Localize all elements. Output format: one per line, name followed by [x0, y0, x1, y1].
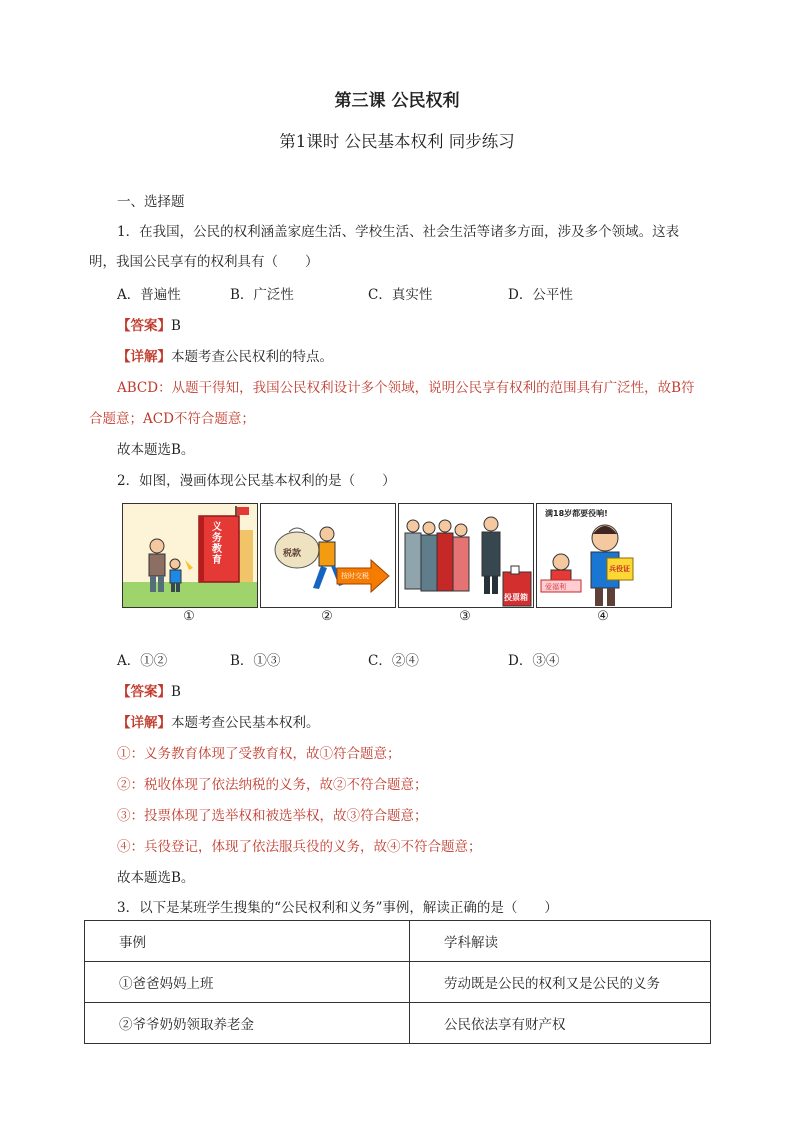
q3-stem: 3．以下是某班学生搜集的“公民权利和义务”事例，解读正确的是（ ）: [117, 900, 558, 916]
cartoon-military-service: [536, 503, 672, 608]
q2-option-d: D．③④: [508, 653, 560, 669]
q2-analysis-3: ③：投票体现了选举权和被选举权，故③符合题意；: [117, 808, 428, 824]
q1-answer-tag: 【答案】: [117, 318, 171, 334]
table-header-cell: 学科解读: [410, 921, 711, 962]
q2-conclusion: 故本题选B。: [117, 870, 195, 886]
military-sign-label: 爱福利: [545, 583, 566, 591]
cartoon-education: [122, 503, 258, 608]
book-char-4: 育: [212, 555, 222, 566]
q1-analysis-line1: ABCD：从题干得知，我国公民权利设计多个领域，说明公民享有权利的范围具有广泛性，故B符: [117, 380, 695, 396]
q2-explain-tag: 【详解】: [117, 715, 171, 731]
table-cell: 公民依法享有财产权: [410, 1003, 711, 1044]
q1-explain-tag: 【详解】: [117, 349, 171, 365]
q1-option-b: B．广泛性: [230, 287, 294, 303]
page-title: 第三课 公民权利: [334, 91, 460, 111]
q2-analysis-4: ④：兵役登记，体现了依法服兵役的义务，故④不符合题意；: [117, 839, 482, 855]
q2-answer-value: B: [171, 684, 181, 700]
q1-conclusion: 故本题选B。: [117, 442, 195, 458]
q2-analysis-1: ①：义务教育体现了受教育权，故①符合题意；: [117, 746, 401, 762]
table-row: [85, 1003, 711, 1044]
book-char-2: 务: [212, 533, 222, 544]
cartoon-caption-4: ④: [597, 609, 609, 624]
page-subtitle: 第1课时 公民基本权利 同步练习: [279, 132, 515, 151]
table-cell: ②爷爷奶奶领取养老金: [85, 1003, 410, 1044]
q2-option-c: C．②④: [368, 653, 419, 669]
ballot-box-label: 投票箱: [504, 593, 528, 602]
cartoon-caption-2: ②: [321, 609, 333, 624]
q1-answer: [117, 314, 181, 334]
tax-bag-label: 税款: [283, 549, 302, 559]
military-card-label: 兵役证: [609, 565, 630, 573]
q2-answer: [117, 680, 181, 700]
q1-analysis-line2: 合题意；ACD不符合题意；: [89, 411, 255, 427]
cartoon-caption-1: ①: [183, 609, 195, 624]
q1-stem-line1: 1．在我国，公民的权利涵盖家庭生活、学校生活、社会生活等诸多方面，涉及多个领域。这表: [117, 224, 680, 240]
q2-stem: 2．如图，漫画体现公民基本权利的是（ ）: [117, 473, 396, 489]
table-cell: ①爸爸妈妈上班: [85, 962, 410, 1003]
table-header-row: [85, 921, 711, 962]
q1-explain-text: 本题考查公民权利的特点。: [171, 349, 333, 365]
q1-option-c: C．真实性: [368, 287, 433, 303]
q2-option-a: A．①②: [117, 653, 168, 669]
q1-stem-line2: 明，我国公民享有的权利具有（ ）: [89, 254, 319, 270]
q1-option-a: A．普遍性: [117, 287, 181, 303]
book-char-3: 教: [212, 544, 222, 555]
cartoon-voting: [398, 503, 534, 608]
table-cell: 劳动既是公民的权利又是公民的义务: [410, 962, 711, 1003]
q2-analysis-2: ②：税收体现了依法纳税的义务，故②不符合题意；: [117, 777, 428, 793]
cartoon-caption-3: ③: [459, 609, 471, 624]
q1-option-d: D．公平性: [508, 287, 573, 303]
q3-table: [84, 920, 711, 1044]
book-char-1: 义: [212, 522, 222, 533]
q2-explain-text: 本题考查公民基本权利。: [171, 715, 320, 731]
q1-answer-value: B: [171, 318, 181, 334]
tax-arrow-label: 按时交税: [341, 572, 369, 580]
cartoon-tax-illustration: [261, 504, 395, 607]
table-header-cell: 事例: [85, 921, 410, 962]
table-row: [85, 962, 711, 1003]
cartoon-tax: [260, 503, 396, 608]
military-slogan: 满18岁都要役响!: [545, 509, 608, 518]
q2-explain: [117, 711, 320, 731]
q1-explain: [117, 345, 333, 365]
cartoon-education-illustration: [123, 504, 257, 607]
section-heading: 一、选择题: [117, 194, 185, 210]
education-book-label: [207, 522, 227, 566]
q2-answer-tag: 【答案】: [117, 684, 171, 700]
q2-option-b: B．①③: [230, 653, 281, 669]
